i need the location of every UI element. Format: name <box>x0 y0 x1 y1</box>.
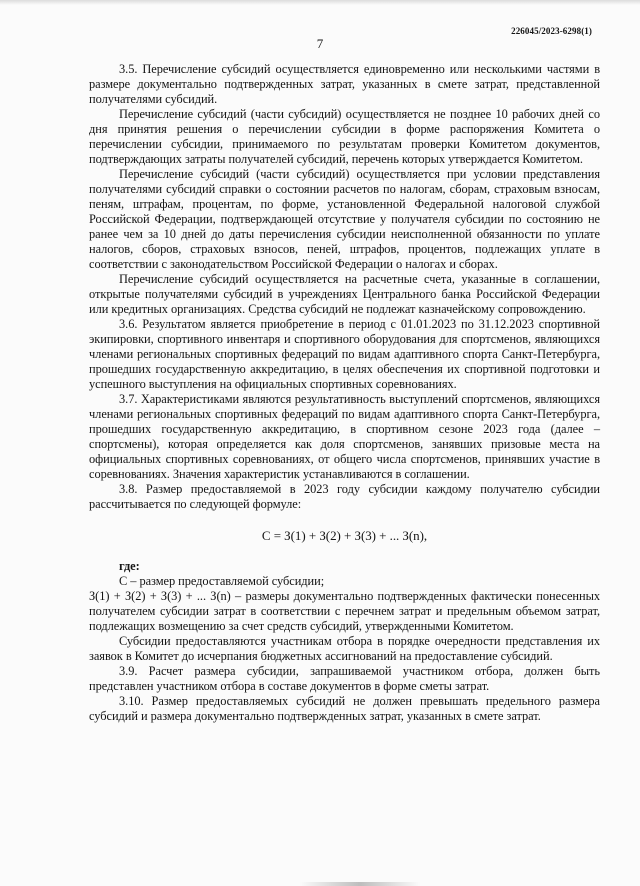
formula-definition-c: С – размер предоставляемой субсидии; <box>119 574 325 588</box>
formula-where-label: где: <box>119 559 140 573</box>
paragraph-3-5-accounts: Перечисление субсидий осуществляется на расчетные счета, указанные в соглашении, открытые получателями субсидий в учреждениях Центрального банка Российской Федерации или кредитных организациях. Средства субсидий не подлежат казначейскому сопровождению. <box>89 272 600 316</box>
page-number: 7 <box>316 36 324 51</box>
paragraph-3-5-timing: Перечисление субсидий (части субсидий) осуществляется не позднее 10 рабочих дней со дня принятия решения о перечислении субсидии в форме распоряжения Комитета о перечислении субсидии, принимаемого по результатам проверки Комитетом документов, подтверждающих затраты получателей субсидий, перечень которых утверждается Комитетом. <box>89 107 600 166</box>
document-body <box>89 62 600 724</box>
paragraph-3-10: 3.10. Размер предоставляемых субсидий не должен превышать предельного размера субсидий и размера документально подтвержденных затрат, указанных в смете затрат. <box>89 694 600 723</box>
formula-definition-z: З(1) + З(2) + З(3) + ... З(n) – размеры документально подтвержденных фактически понесенных получателем субсидии затрат в соответствии с перечнем затрат и предельным объемом затрат, подлежащих возмещению за счет средств субсидий, утвержденными Комитетом. <box>89 589 600 633</box>
paragraph-3-8: 3.8. Размер предоставляемой в 2023 году субсидии каждому получателю субсидии рассчитывается по следующей формуле: <box>89 482 600 511</box>
paragraph-3-7: 3.7. Характеристиками являются результативность выступлений спортсменов, являющихся членами региональных спортивных федераций по видам адаптивного спорта Санкт-Петербурга, прошедших государственную аккредитацию, в спортивном сезоне 2023 года (далее – спортсмены), которая определяется как доля спортсменов, занявших призовые места на официальных спортивных соревнованиях, от общего числа спортсменов, принявших участие в соревнованиях. Значения характеристик устанавливаются в соглашении. <box>89 392 600 481</box>
paragraph-3-5: 3.5. Перечисление субсидий осуществляется единовременно или несколькими частями в размере документально подтвержденных затрат, указанных в смете затрат, представленной получателями субсидий. <box>89 62 600 106</box>
paragraph-3-9: 3.9. Расчет размера субсидии, запрашиваемой участником отбора, должен быть представлен участником отбора в составе документов в форме сметы затрат. <box>89 664 600 693</box>
document-registration-number: 226045/2023-6298(1) <box>511 26 592 36</box>
subsidy-formula: С = З(1) + З(2) + З(3) + ... З(n), <box>261 528 428 543</box>
scan-top-edge <box>0 0 640 5</box>
paragraph-3-6: 3.6. Результатом является приобретение в период с 01.01.2023 по 31.12.2023 спортивной экипировки, спортивного инвентаря и спортивного оборудования для спортсменов, являющихся членами региональных спортивных федераций по видам адаптивного спорта Санкт-Петербурга, прошедших государственную аккредитацию, в целях обеспечения их спортивной подготовки и успешного выступления на официальных спортивных соревнованиях. <box>89 317 600 391</box>
paragraph-3-8-order: Субсидии предоставляются участникам отбора в порядке очередности представления их заявок в Комитет до исчерпания бюджетных ассигнований на предоставление субсидий. <box>89 634 600 663</box>
scan-bottom-edge <box>300 882 420 886</box>
paragraph-3-5-conditions: Перечисление субсидий (части субсидий) осуществляется при условии представления получателями субсидий справки о состоянии расчетов по налогам, сборам, страховым взносам, пеням, штрафам, процентам, по форме, установленной Федеральной налоговой службой Российской Федерации, подтверждающей отсутствие у получателя субсидии по состоянию не ранее чем за 10 дней до даты перечисления субсидии неисполненной обязанности по уплате налогов, сборов, страховых взносов, пеней, штрафов, процентов, подлежащих уплате в соответствии с законодательством Российской Федерации о налогах и сборах. <box>89 167 600 271</box>
